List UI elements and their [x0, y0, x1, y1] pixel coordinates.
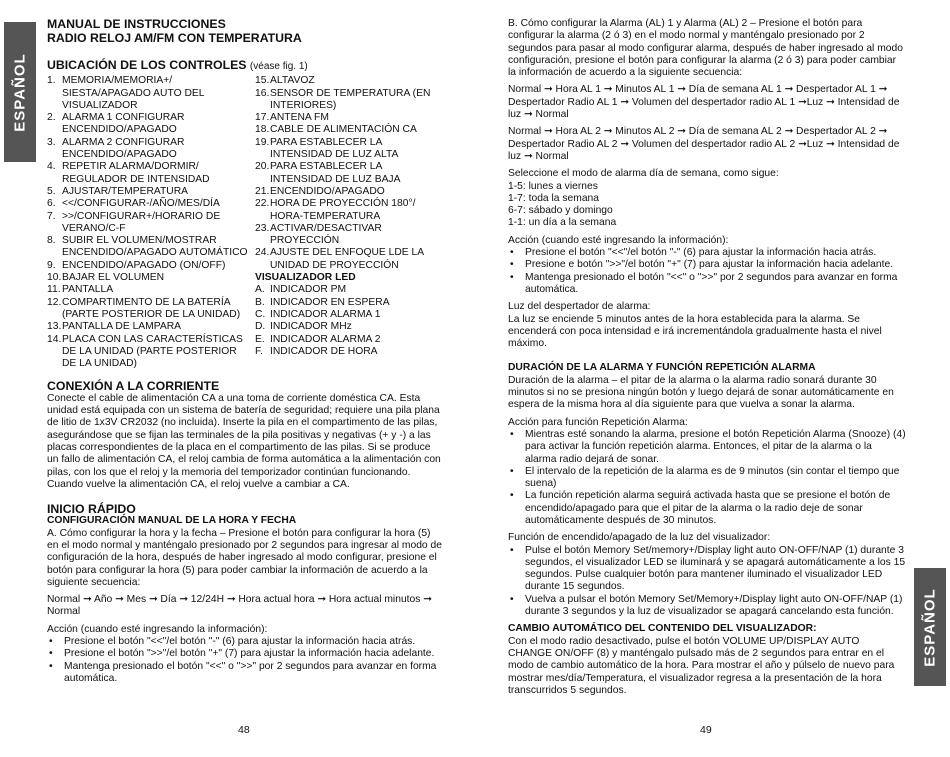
- bullet-icon: •: [510, 428, 514, 440]
- weekday-option: 1-5: lunes a viernes: [508, 180, 598, 192]
- bullet-text: Mantenga presionado el botón "<<" o ">>" por 2 segundos para avanzar en forma automática.: [64, 660, 437, 684]
- control-label: INDICADOR PM: [270, 284, 347, 296]
- control-number: 17.: [255, 112, 270, 124]
- alarm1-sequence: Normal ➞ Hora AL 1 ➞ Minutos AL 1 ➞ Día de semana AL 1 ➞ Despertador AL 1 ➞ Despertador Radio AL 1 ➞ Volumen del despertador radio AL 1 ➞Luz ➞ Intensidad de luz ➞ Normal: [508, 84, 900, 121]
- control-number: 7.: [47, 210, 56, 222]
- bullet-item: [47, 648, 442, 660]
- manual-setting-text: A. Cómo configurar la hora y la fecha – Presione el botón para configurar la hora (5) en el modo normal y manténgalo presionado por 2 segundos para ingresar al modo de configuración de la hora, después de haber ingresado al modo configurar, presione el botón para configurar la hora (5) para poder cambiar la información de acuerdo a la siguiente secuencia:: [47, 527, 442, 588]
- manual-title: MANUAL DE INSTRUCCIONES: [47, 17, 226, 31]
- controls-column-2: [255, 75, 441, 370]
- controls-heading: UBICACIÓN DE LOS CONTROLES (véase fig. 1): [47, 58, 308, 72]
- controls-list: [47, 75, 442, 370]
- action-heading: Acción (cuando esté ingresando la información):: [47, 623, 268, 635]
- snooze-list: [508, 429, 906, 527]
- control-item: [255, 346, 441, 358]
- bullet-text: Presione e botón ">>"/el botón "+" (7) para ajustar la información hacia adelante.: [525, 259, 894, 271]
- time-sequence: Normal ➞ Año ➞ Mes ➞ Día ➞ 12/24H ➞ Hora actual hora ➞ Hora actual minutos ➞ Normal: [47, 594, 432, 618]
- control-item: [47, 235, 251, 260]
- control-item: [255, 223, 441, 248]
- weekday-option: 6-7: sábado y domingo: [508, 205, 613, 217]
- control-item: [255, 112, 441, 124]
- display-light-heading: Función de encendido/apagado de la luz del visualizador:: [508, 532, 771, 544]
- language-tab-right: [914, 568, 946, 686]
- control-label: INDICADOR DE HORA: [270, 345, 378, 357]
- control-number: 5.: [47, 185, 56, 197]
- action-heading: Acción (cuando esté ingresando la información):: [508, 234, 729, 246]
- bullet-text: Vuelva a pulsar el botón Memory Set/Memory+/Display light auto ON-OFF/NAP (1) durante 3 segundos y la luz de visualizador se apagará cancelando esta función.: [525, 593, 903, 618]
- language-tab-label: ESPAÑOL: [11, 52, 29, 132]
- control-label: PLACA CON LAS CARACTERÍSTICAS DE LA UNIDAD (PARTE POSTERIOR DE LA UNIDAD): [62, 333, 243, 370]
- control-label: PANTALLA DE LAMPARA: [62, 321, 182, 333]
- right-page: [508, 18, 906, 702]
- power-heading: CONEXIÓN A LA CORRIENTE: [47, 379, 220, 394]
- display-light-list: [508, 545, 906, 619]
- auto-change-text: Con el modo radio desactivado, pulse el botón VOLUME UP/DISPLAY AUTO CHANGE ON/OFF (8) y manténgalo pulsado más de 2 segundos para entrar en el modo de cambio automático de la hora. Para mostrar el año y púlselo de nuevo para mostrar mes/día/Temperatura, el visualizador regresa a la presentación de la hora transcurridos 5 segundos.: [508, 635, 895, 696]
- control-number: C.: [255, 308, 266, 320]
- control-number: 13.: [47, 321, 62, 333]
- control-item: [47, 75, 251, 112]
- control-number: 2.: [47, 112, 56, 124]
- control-number: 22.: [255, 198, 270, 210]
- control-label: INDICADOR ALARMA 1: [270, 308, 381, 320]
- bullet-item: [508, 594, 906, 619]
- control-label: ANTENA FM: [270, 112, 329, 124]
- control-number: 11.: [47, 284, 61, 296]
- bullet-item: [508, 272, 906, 297]
- bullet-icon: •: [510, 259, 514, 271]
- control-item: [47, 137, 251, 162]
- bullet-icon: •: [510, 544, 514, 556]
- control-number: D.: [255, 321, 266, 333]
- control-label: ALARMA 2 CONFIGURAR ENCENDIDO/APAGADO: [62, 136, 185, 161]
- control-label: BAJAR EL VOLUMEN: [62, 272, 165, 284]
- power-text: Conecte el cable de alimentación CA a una toma de corriente doméstica CA. Esta unidad está equipada con un sistema de batería de seguridad; requiere una pila plana de litio de 1x3V CR2032 (no incluida). Inserte la pila en el compartimento de las pilas, asegurándose que se fijan las terminales de la pila positivas y negativas (+ y -) a las placas correspondientes de la placa en el compartimento de las pilas. Si se produce un fallo de alimentación CA, el reloj cambia de forma automática a la alimentación con pilas, con los que el reloj y la memoria del temporizador continúan funcionando. Cuando vuelve la alimentación CA, el reloj vuelve a cambiar a CA.: [47, 392, 441, 490]
- bullet-text: Pulse el botón Memory Set/memory+/Display light auto ON-OFF/NAP (1) durante 3 segundos, el visualizador LED se iluminará y se apagará automáticamente a los 15 segundos. Pulse cualquier botón para mantener iluminado el visualizador LED durante 15 segundos.: [525, 544, 906, 593]
- bullet-item: [47, 636, 442, 648]
- control-number: 3.: [47, 136, 56, 148]
- bullet-item: [508, 466, 906, 491]
- bullet-text: Mantenga presionado el botón "<<" o ">>" por 2 segundos para avanzar en forma automática.: [525, 271, 898, 295]
- control-label: AJUSTAR/TEMPERATURA: [62, 185, 189, 197]
- control-item: [255, 137, 441, 162]
- bullet-text: Presione el botón "<<"/el botón "-" (6) para ajustar la información hacia atrás.: [64, 636, 416, 648]
- left-page: [47, 18, 442, 690]
- manual-subtitle: RADIO RELOJ AM/FM CON TEMPERATURA: [47, 30, 302, 45]
- bullet-icon: •: [510, 465, 514, 477]
- control-number: 12.: [47, 296, 62, 308]
- control-item: [47, 272, 251, 284]
- control-item: [47, 211, 251, 236]
- controls-note: (véase fig. 1): [249, 61, 308, 72]
- bullet-item: [508, 259, 906, 271]
- control-number: 18.: [255, 124, 270, 136]
- control-label: REPETIR ALARMA/DORMIR/ REGULADOR DE INTENSIDAD: [62, 161, 210, 185]
- quick-start-heading: INICIO RÁPIDO: [47, 502, 136, 517]
- control-item: [255, 161, 441, 186]
- control-item: [255, 309, 441, 321]
- bullet-icon: •: [510, 271, 514, 283]
- control-item: [47, 161, 251, 186]
- control-label: INDICADOR ALARMA 2: [270, 333, 381, 345]
- wake-light-text: La luz se enciende 5 minutos antes de la hora establecida para la alarma. Se encenderá con poca intensidad e irá incrementándola gradualmente hasta el nivel máximo.: [508, 313, 882, 350]
- control-number: F.: [255, 345, 264, 357]
- control-number: 15.: [255, 75, 270, 87]
- control-number: 20.: [255, 161, 270, 173]
- control-label: ENCENDIDO/APAGADO: [270, 185, 385, 197]
- control-number: 8.: [47, 235, 56, 247]
- control-item: [255, 321, 441, 333]
- control-item: [47, 297, 251, 322]
- language-tab-label: ESPAÑOL: [921, 587, 939, 667]
- control-number: 14.: [47, 333, 62, 345]
- control-label: ALARMA 1 CONFIGURAR ENCENDIDO/APAGADO: [62, 112, 185, 136]
- control-number: 19.: [255, 136, 270, 148]
- control-number: 21.: [255, 185, 270, 197]
- bullet-item: [508, 247, 906, 259]
- action-list: [47, 636, 442, 685]
- control-item: [47, 186, 251, 198]
- control-label: SUBIR EL VOLUMEN/MOSTRAR ENCENDIDO/APAGADO AUTOMÁTICO: [62, 235, 248, 259]
- bullet-icon: •: [49, 660, 53, 672]
- control-item: [255, 247, 441, 272]
- control-label: ALTAVOZ: [270, 75, 315, 87]
- control-number: B.: [255, 296, 265, 308]
- control-label: PARA ESTABLECER LA INTENSIDAD DE LUZ BAJA: [270, 161, 401, 185]
- control-number: 6.: [47, 198, 56, 210]
- duration-heading: DURACIÓN DE LA ALARMA Y FUNCIÓN REPETICIÓN ALARMA: [508, 362, 816, 374]
- control-label: SENSOR DE TEMPERATURA (EN INTERIORES): [270, 87, 431, 111]
- control-label: INDICADOR MHz: [270, 321, 352, 333]
- control-item: [255, 88, 441, 113]
- bullet-icon: •: [49, 648, 53, 660]
- control-number: 1.: [47, 75, 56, 87]
- bullet-icon: •: [510, 593, 514, 605]
- control-item: [255, 186, 441, 198]
- action-list: [508, 247, 906, 296]
- alarm-intro: B. Cómo configurar la Alarma (AL) 1 y Alarma (AL) 2 – Presione el botón para configurar la alarma (2 ó 3) en el modo normal y manténgalo presionado por 2 segundos para pasar al modo configurar alarma, después de haber ingresado al modo configuración, presione el botón para configurar la alarma (2 ó 3) para poder cambiar la información de acuerdo a la siguiente secuencia:: [508, 18, 903, 79]
- manual-setting-heading: CONFIGURACIÓN MANUAL DE LA HORA Y FECHA: [47, 515, 297, 527]
- page-number-left: 48: [238, 724, 250, 736]
- weekday-option: 1-1: un día a la semana: [508, 217, 617, 229]
- bullet-text: El intervalo de la repetición de la alarma es de 9 minutos (sin contar el tiempo que suena): [525, 465, 900, 490]
- control-number: 9.: [47, 259, 56, 271]
- control-item: [47, 260, 251, 272]
- bullet-text: Mientras esté sonando la alarma, presione el botón Repetición Alarma (Snooze) (4) para activar la función repetición alarma. Entonces, el pitar de la alarma o la alarma radio dejará de sonar.: [525, 428, 906, 465]
- control-label: ENCENDIDO/APAGADO (ON/OFF): [62, 259, 226, 271]
- bullet-text: Presione el botón "<<"/el botón "-" (6) para ajustar la información hacia atrás.: [525, 247, 877, 259]
- control-label: ACTIVAR/DESACTIVAR PROYECCIÓN: [270, 222, 382, 247]
- control-label: PANTALLA: [62, 284, 114, 296]
- bullet-icon: •: [49, 636, 53, 648]
- control-item: [47, 321, 251, 333]
- control-number: E.: [255, 333, 265, 345]
- control-label: CABLE DE ALIMENTACIÓN CA: [270, 124, 417, 136]
- bullet-icon: •: [510, 247, 514, 259]
- bullet-item: [508, 545, 906, 594]
- control-item: [47, 334, 251, 371]
- control-item: [255, 297, 441, 309]
- bullet-text: La función repetición alarma seguirá activada hasta que se presione el botón de encendido/apagado para que el pitar de la alarma o la radio deje de sonar automáticamente después de 30 minutos.: [525, 490, 891, 526]
- auto-change-heading: CAMBIO AUTOMÁTICO DEL CONTENIDO DEL VISUALIZADOR:: [508, 623, 817, 635]
- bullet-item: [508, 490, 906, 527]
- control-label: <</CONFIGURAR-/AÑO/MES/DÍA: [62, 198, 220, 210]
- control-item: [255, 124, 441, 136]
- wake-light-heading: Luz del despertador de alarma:: [508, 301, 651, 313]
- control-label: COMPARTIMENTO DE LA BATERÍA (PARTE POSTERIOR DE LA UNIDAD): [62, 296, 241, 320]
- control-number: A.: [255, 284, 265, 296]
- page-number-right: 49: [700, 724, 712, 736]
- weekday-option: 1-7: toda la semana: [508, 192, 600, 204]
- led-heading: VISUALIZADOR LED: [255, 272, 356, 284]
- language-tab-left: [4, 22, 36, 162]
- control-item: [47, 112, 251, 137]
- control-label: INDICADOR EN ESPERA: [270, 296, 390, 308]
- bullet-icon: •: [510, 490, 514, 502]
- snooze-heading: Acción para función Repetición Alarma:: [508, 416, 688, 428]
- weekday-list: [508, 181, 906, 230]
- control-number: 23.: [255, 222, 270, 234]
- duration-text: Duración de la alarma – el pitar de la alarma o la alarma radio sonará durante 30 minutos si no se presiona ningún botón y luego dejará de sonar automáticamente en espera de la misma hora al día siguiente para que vuelva a sonar la alarma.: [508, 374, 894, 411]
- control-number: 24.: [255, 247, 270, 259]
- controls-column-1: [47, 75, 251, 370]
- control-item: [255, 75, 441, 87]
- control-number: 10.: [47, 272, 62, 284]
- control-item: [255, 334, 441, 346]
- control-item: [255, 284, 441, 296]
- control-label: MEMORIA/MEMORIA+/ SIESTA/APAGADO AUTO DEL VISUALIZADOR: [62, 75, 205, 111]
- bullet-item: [508, 429, 906, 466]
- control-item: [47, 198, 251, 210]
- weekday-intro: Seleccione el modo de alarma día de semana, como sigue:: [508, 168, 779, 180]
- control-label: PARA ESTABLECER LA INTENSIDAD DE LUZ ALTA: [270, 136, 399, 161]
- control-label: AJUSTE DEL ENFOQUE LDE LA UNIDAD DE PROYECCIÓN: [270, 247, 424, 271]
- control-label: HORA DE PROYECCIÓN 180°/ HORA-TEMPERATURA: [270, 198, 416, 222]
- alarm2-sequence: Normal ➞ Hora AL 2 ➞ Minutos AL 2 ➞ Día de semana AL 2 ➞ Despertador AL 2 ➞ Despertador Radio AL 2 ➞ Volumen del despertador radio AL 2 ➞Luz ➞ Intensidad de luz ➞ Normal: [508, 126, 900, 162]
- control-number: 16.: [255, 87, 270, 99]
- control-item: [47, 284, 251, 296]
- bullet-text: Presione el botón ">>"/el botón "+" (7) para ajustar la información hacia adelante.: [64, 648, 435, 660]
- control-item: [255, 198, 441, 223]
- bullet-item: [47, 661, 442, 686]
- control-label: >>/CONFIGURAR+/HORARIO DE VERANO/C-F: [62, 210, 221, 234]
- control-number: 4.: [47, 161, 56, 173]
